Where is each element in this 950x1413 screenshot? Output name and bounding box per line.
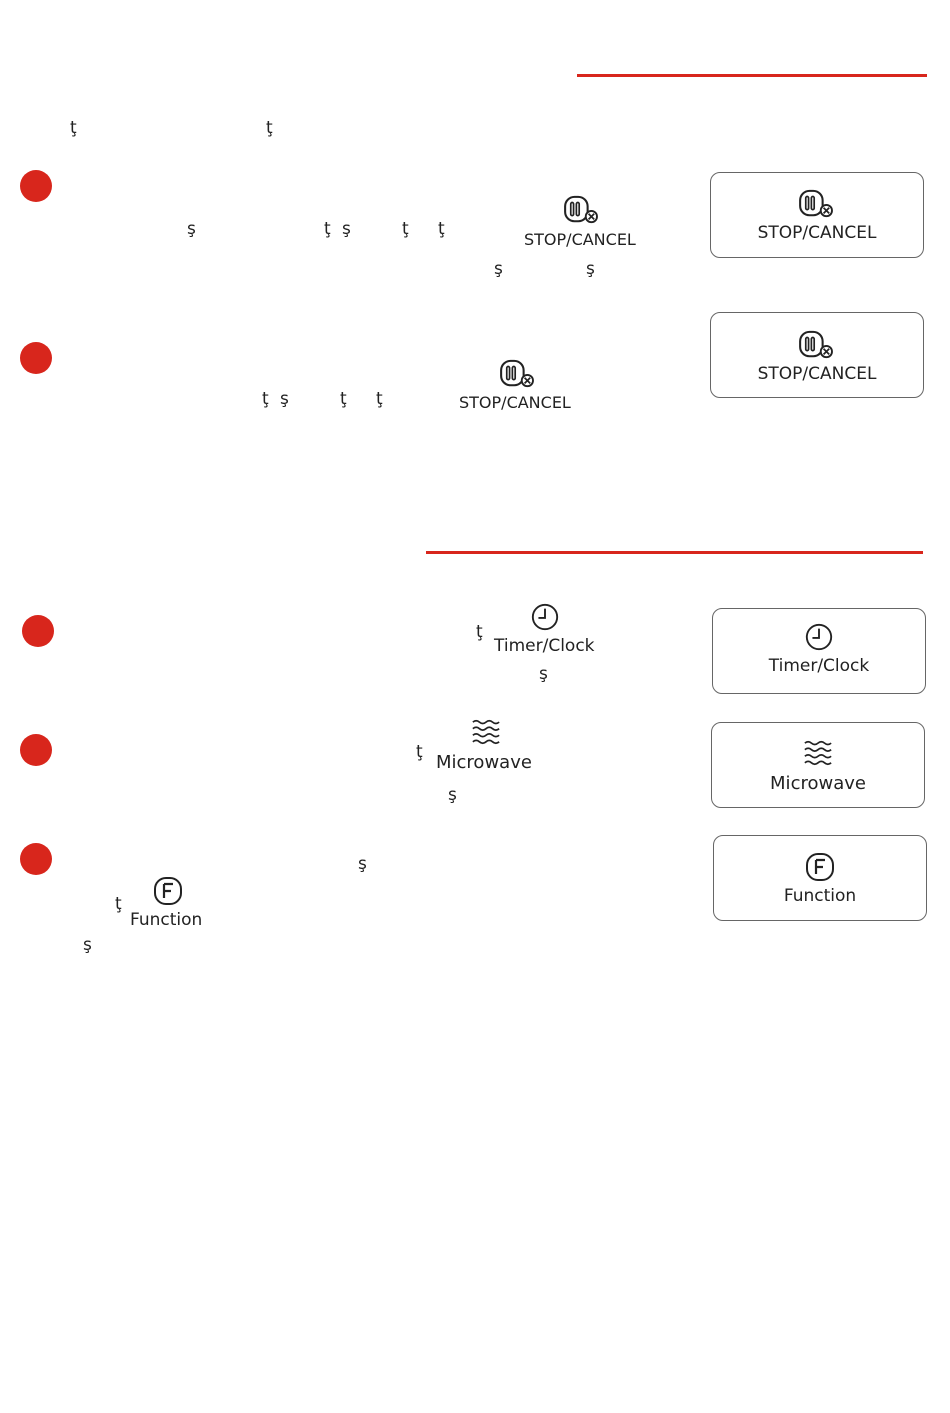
stop-cancel-button[interactable]: [710, 312, 924, 398]
clock-icon: [804, 622, 834, 652]
step-marker-3: [20, 843, 52, 875]
inline-button-label: Timer/Clock: [494, 636, 595, 656]
step-glyph: ţ: [376, 389, 383, 409]
step-glyph: ş: [342, 219, 351, 239]
button-label: Timer/Clock: [768, 656, 870, 676]
step-glyph: ş: [448, 785, 457, 805]
step-glyph: ţ: [115, 894, 122, 914]
step-glyph: ş: [83, 935, 92, 955]
step-glyph: ş: [586, 259, 595, 279]
section2-rule: [426, 551, 923, 554]
clock-icon: [530, 602, 560, 632]
step-marker-2: [20, 734, 52, 766]
inline-button-label: Function: [130, 910, 203, 930]
wave-icon: [471, 718, 501, 745]
inline-button-label: STOP/CANCEL: [459, 393, 571, 412]
step-glyph: ţ: [262, 389, 269, 409]
step-glyph: ş: [187, 219, 196, 239]
step-glyph: ş: [539, 664, 548, 684]
timer-clock-button[interactable]: [712, 608, 926, 694]
inline-button-label: STOP/CANCEL: [524, 230, 636, 249]
inline-button-label: Microwave: [436, 752, 532, 773]
stop-cancel-icon: [798, 189, 836, 219]
function-f-icon: [805, 852, 835, 882]
section1-rule: [577, 74, 927, 77]
function-button[interactable]: [713, 835, 927, 921]
step-glyph: ş: [494, 259, 503, 279]
step-glyph: ţ: [476, 622, 483, 642]
step-glyph: ş: [358, 854, 367, 874]
microwave-button[interactable]: [711, 722, 925, 808]
button-label: STOP/CANCEL: [757, 223, 877, 243]
stop-cancel-icon: [563, 195, 601, 225]
stop-cancel-button[interactable]: [710, 172, 924, 258]
button-label: STOP/CANCEL: [757, 364, 877, 384]
step-glyph: ş: [280, 389, 289, 409]
step-glyph: ţ: [438, 219, 445, 239]
intro-glyph: ţ: [266, 118, 273, 138]
step-marker-2: [20, 342, 52, 374]
step-glyph: ţ: [402, 219, 409, 239]
step-glyph: ţ: [340, 389, 347, 409]
button-label: Function: [783, 886, 857, 906]
step-marker-1: [22, 615, 54, 647]
step-glyph: ţ: [416, 742, 423, 762]
intro-glyph: ţ: [70, 118, 77, 138]
stop-cancel-icon: [499, 359, 537, 389]
step-marker-1: [20, 170, 52, 202]
step-glyph: ţ: [324, 219, 331, 239]
wave-icon: [803, 739, 833, 766]
button-label: Microwave: [770, 773, 866, 794]
function-f-icon: [153, 876, 183, 906]
stop-cancel-icon: [798, 330, 836, 360]
